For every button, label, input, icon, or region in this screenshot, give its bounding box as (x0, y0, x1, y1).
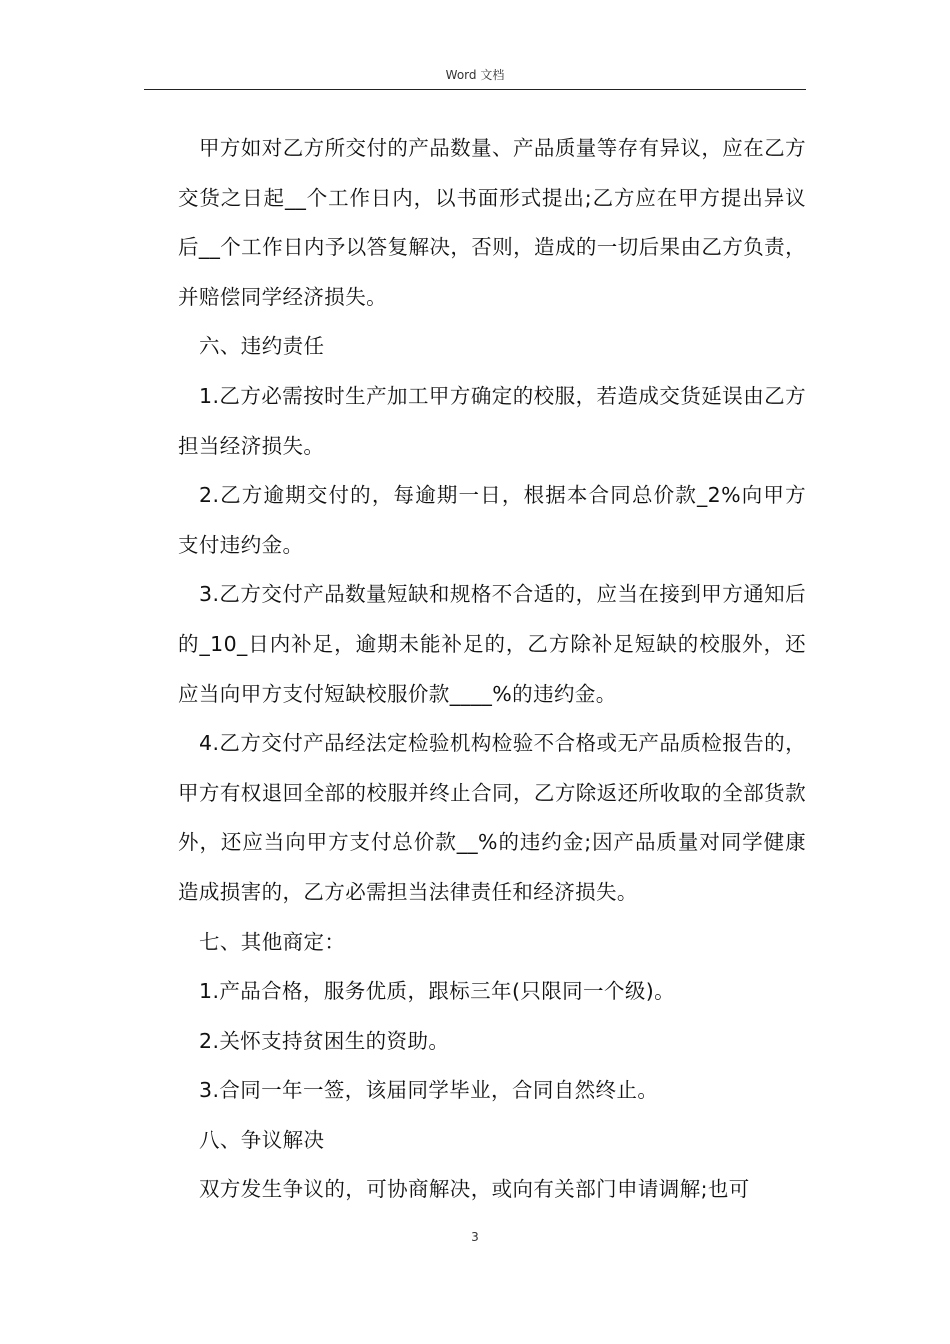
section-heading-breach: 六、违约责任 (199, 334, 325, 359)
paragraph-dispute: 双方发生争议的，可协商解决，或向有关部门申请调解;也可 (199, 1177, 750, 1202)
clause-breach-3: 3.乙方交付产品数量短缺和规格不合适的，应当在接到甲方通知后的_10_日内补足，逾期未能补足的，乙方除补足短缺的校服外，还应当向甲方支付短缺校服价款____%的违约金。 (178, 582, 806, 706)
page-header (144, 64, 806, 90)
page-number: 3 (471, 1230, 479, 1244)
clause-breach-4: 4.乙方交付产品经法定检验机构检验不合格或无产品质检报告的，甲方有权退回全部的校服并终止合同，乙方除返还所收取的全部货款外，还应当向甲方支付总价款__%的违约金;因产品质量对同学健康造成损害的，乙方必需担当法律责任和经济损失。 (178, 731, 806, 904)
clause-other-2: 2.关怀支持贫困生的资助。 (199, 1028, 450, 1053)
section-heading-dispute: 八、争议解决 (199, 1127, 325, 1152)
paragraph-quality-objection: 甲方如对乙方所交付的产品数量、产品质量等存有异议，应在乙方交货之日起__个工作日内，以书面形式提出;乙方应在甲方提出异议后__个工作日内予以答复解决，否则，造成的一切后果由乙方负责，并赔偿同学经济损失。 (178, 136, 806, 309)
clause-breach-2: 2.乙方逾期交付的，每逾期一日，根据本合同总价款_2%向甲方支付违约金。 (178, 483, 806, 557)
clause-breach-1: 1.乙方必需按时生产加工甲方确定的校服，若造成交货延误由乙方担当经济损失。 (178, 383, 806, 458)
section-heading-other: 七、其他商定： (199, 929, 346, 954)
clause-other-1: 1.产品合格，服务优质，跟标三年(只限同一个级)。 (199, 979, 676, 1004)
document-body (178, 124, 806, 1215)
clause-other-3: 3.合同一年一签，该届同学毕业，合同自然终止。 (199, 1078, 659, 1103)
header-title: Word 文档 (445, 68, 505, 82)
